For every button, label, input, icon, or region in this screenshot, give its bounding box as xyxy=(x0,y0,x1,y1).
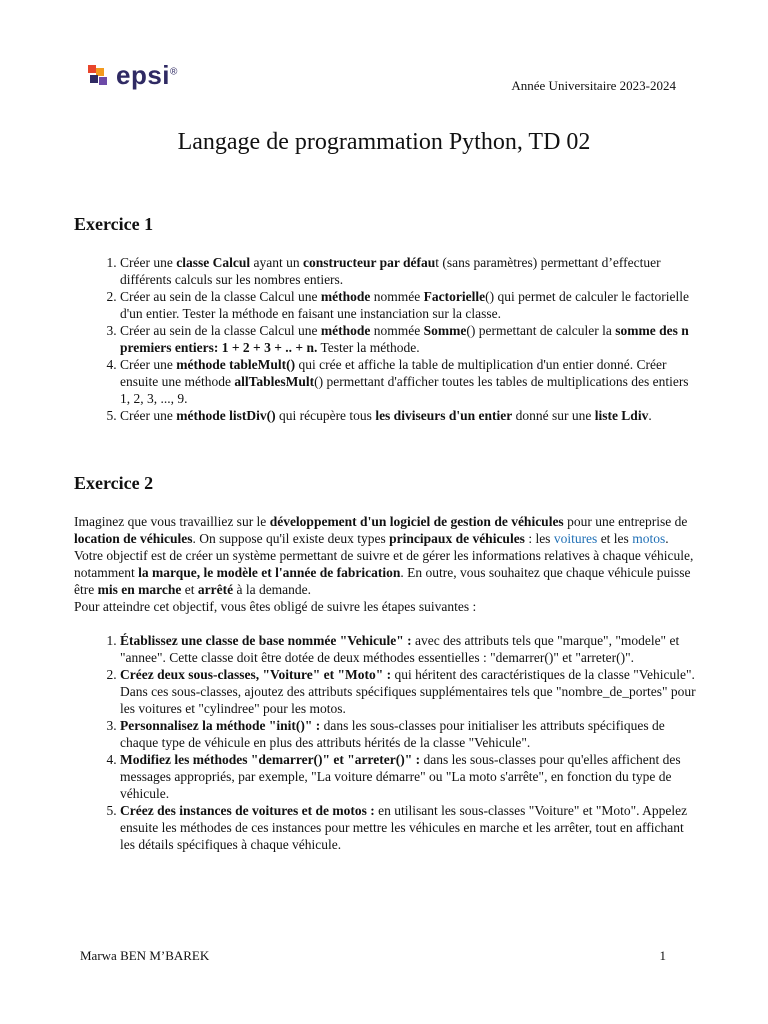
text: qui héritent des caractéristiques de la classe "Vehicule". Dans ces sous-classes, ajoutez des attributs spécifiques supplémentaires tels que "nombre_de_portes" pour les voitures et "cylindree" pour les motos. xyxy=(120,667,696,716)
list-item xyxy=(120,407,696,424)
text: () permettant de calculer la xyxy=(466,323,616,338)
text: t (sans paramètres) permettant d’effectuer différents calculs sur les nombres entiers. xyxy=(120,255,661,287)
list-item xyxy=(120,288,696,322)
text: en utilisant les sous-classes "Voiture" et "Moto". Appelez ensuite les méthodes de ces instances pour mettre les véhicules en marche et les arrêter, tout en affichant les détails spécifiques à chaque véhicule. xyxy=(120,803,688,852)
bold-text: méthode tableMult() xyxy=(176,357,296,372)
text: . xyxy=(648,408,652,423)
text: Créer une xyxy=(120,357,177,372)
list-item xyxy=(120,254,696,288)
list-item xyxy=(120,666,696,717)
bold-text: la marque, le modèle et l'année de fabrication xyxy=(138,565,401,580)
bold-text: méthode listDiv() xyxy=(176,408,276,423)
bold-text: liste Ldiv xyxy=(594,408,649,423)
bold-text: Créez des instances de voitures et de motos : xyxy=(120,803,375,818)
exercise-1-body xyxy=(74,254,696,424)
logo-text: epsi® xyxy=(116,60,178,90)
bold-text: constructeur par défau xyxy=(302,255,436,270)
bold-text: méthode xyxy=(320,289,371,304)
text: ayant un xyxy=(250,255,303,270)
text: avec des attributs tels que "marque", "modele" et "annee". Cette classe doit être dotée de deux méthodes essentielles : "demarrer()" et "arreter()". xyxy=(120,633,680,665)
bold-text: location de véhicules xyxy=(74,531,193,546)
exercise-2-heading: Exercice 2 xyxy=(74,473,154,493)
exercise-2-intro xyxy=(74,513,696,598)
text: pour une entreprise de xyxy=(563,514,688,529)
text: dans les sous-classes pour qu'elles affichent des messages appropriés, par exemple, "La voiture démarre" ou "La moto s'arrête", en fonction du type de véhicule. xyxy=(120,752,681,801)
list-item xyxy=(120,322,696,356)
bold-text: arrêté xyxy=(197,582,234,597)
page-title: Langage de programmation Python, TD 02 xyxy=(177,129,591,155)
text: qui crée et affiche la table de multiplication d'un entier donné. Créer ensuite une méthode xyxy=(120,357,667,389)
text: nommée xyxy=(370,323,424,338)
list-item xyxy=(120,356,696,407)
bold-text: Somme xyxy=(423,323,467,338)
bold-text: allTablesMult xyxy=(234,374,315,389)
bold-text: Personnalisez la méthode "init()" : xyxy=(120,718,321,733)
bold-text: mis en marche xyxy=(97,582,182,597)
list-item xyxy=(120,717,696,751)
bold-text: Factorielle xyxy=(423,289,486,304)
text: : les xyxy=(524,531,554,546)
text: Tester la méthode. xyxy=(317,340,420,355)
exercise-1-list xyxy=(74,254,696,424)
bold-text: développement d'un logiciel de gestion de véhicules xyxy=(269,514,564,529)
highlighted-text: motos xyxy=(632,531,666,546)
bold-text: Modifiez les méthodes "demarrer()" et "arreter()" : xyxy=(120,752,421,767)
text: . On suppose qu'il existe deux types xyxy=(192,531,390,546)
text: Créer une xyxy=(120,255,177,270)
text: qui récupère tous xyxy=(275,408,376,423)
text: Créer au sein de la classe Calcul une xyxy=(120,323,321,338)
exercise-2-body xyxy=(74,513,696,853)
footer-page-number: 1 xyxy=(659,948,666,963)
text: . En outre, vous souhaitez que chaque véhicule puisse être xyxy=(74,565,691,597)
exercise-2-intro-2: Pour atteindre cet objectif, vous êtes obligé de suivre les étapes suivantes : xyxy=(74,599,477,614)
text: () permettant d'afficher toutes les tables de multiplications des entiers 1, 2, 3, ..., 9. xyxy=(120,374,689,406)
text: Créer une xyxy=(120,408,177,423)
text: nommée xyxy=(370,289,424,304)
text: dans les sous-classes pour initialiser les attributs spécifiques de chaque type de véhicule en plus des attributs hérités de la classe "Vehicule". xyxy=(120,718,665,750)
highlighted-text: voitures xyxy=(553,531,598,546)
text: () qui permet de calculer le factorielle d'un entier. Tester la méthode en faisant une instanciation sur la classe. xyxy=(120,289,690,321)
bold-text: Créez deux sous-classes, "Voiture" et "Moto" : xyxy=(120,667,392,682)
exercise-1-heading: Exercice 1 xyxy=(74,214,154,234)
text: . Votre objectif est de créer un système permettant de suivre et de gérer les informations relatives à chaque véhicule, notamment xyxy=(74,531,694,580)
bold-text: somme des n premiers entiers: 1 + 2 + 3 + .. + n. xyxy=(120,323,689,355)
text: et xyxy=(181,582,198,597)
footer-author: Marwa BEN M’BAREK xyxy=(80,948,210,963)
text: donné sur une xyxy=(512,408,595,423)
bold-text: les diviseurs d'un entier xyxy=(375,408,513,423)
epsi-logo xyxy=(88,60,178,91)
text: Imaginez que vous travailliez sur le xyxy=(74,514,270,529)
bold-text: méthode xyxy=(320,323,371,338)
text: Créer au sein de la classe Calcul une xyxy=(120,289,321,304)
logo-mark-icon xyxy=(88,65,110,87)
text: à la demande. xyxy=(233,582,312,597)
academic-year: Année Universitaire 2023-2024 xyxy=(511,78,676,93)
list-item xyxy=(120,751,696,802)
bold-text: Établissez une classe de base nommée "Vehicule" : xyxy=(120,633,412,648)
list-item xyxy=(120,632,696,666)
exercise-2-list xyxy=(74,632,696,853)
bold-text: classe Calcul xyxy=(176,255,251,270)
list-item xyxy=(120,802,696,853)
text: et les xyxy=(597,531,633,546)
bold-text: principaux de véhicules xyxy=(389,531,525,546)
